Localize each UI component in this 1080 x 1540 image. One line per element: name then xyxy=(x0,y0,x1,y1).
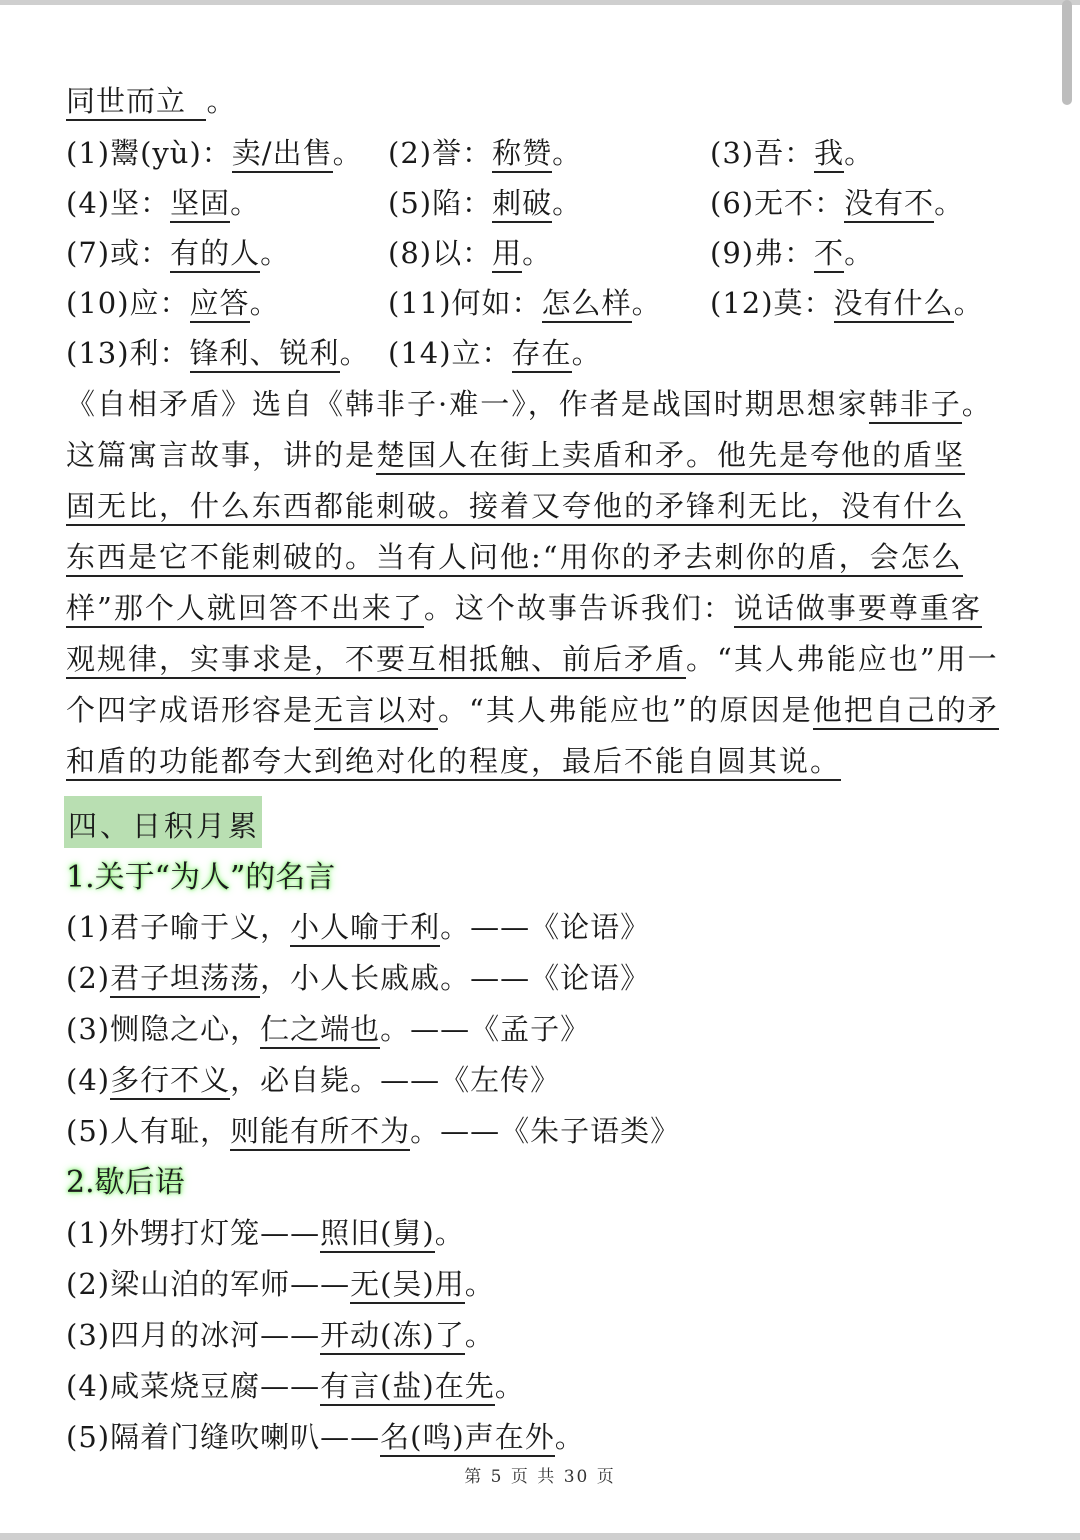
glossary-item: (7)或：有的人。 xyxy=(66,232,290,274)
glossary-item: (3)吾：我。 xyxy=(710,132,874,174)
glossary-meaning: 坚固 xyxy=(170,186,230,223)
glossary-meaning: 我 xyxy=(814,136,844,173)
page-footer: 第 5 页 共 30 页 xyxy=(464,1467,616,1487)
top-edge xyxy=(0,0,1080,5)
underlined-answer: 多行不义 xyxy=(110,1063,230,1100)
underlined-answer: 君子坦荡荡 xyxy=(110,961,260,998)
section-heading: 四、日积月累 xyxy=(68,809,261,843)
bottom-edge xyxy=(0,1533,1080,1540)
quote-item: (3)恻隐之心，仁之端也。——《孟子》 xyxy=(66,1008,590,1050)
glossary-item: (5)陷：刺破。 xyxy=(388,182,582,224)
glossary-item: (13)利：锋利、锐利。 xyxy=(66,332,370,374)
glossary-item: (6)无不：没有不。 xyxy=(710,182,964,224)
glossary-meaning: 没有不 xyxy=(844,186,934,223)
glossary-meaning: 称赞 xyxy=(492,136,552,173)
paragraph-line: 和盾的功能都夸大到绝对化的程度，最后不能自圆其说。 xyxy=(66,740,1016,791)
glossary-item: (8)以：用。 xyxy=(388,232,552,274)
glossary-item: (4)坚：坚固。 xyxy=(66,182,260,224)
xiehouyu-item: (1)外甥打灯笼——照旧(舅)。 xyxy=(66,1212,465,1254)
paragraph-line: 《自相矛盾》选自《韩非子·难一》，作者是战国时期思想家韩非子。 xyxy=(66,383,1016,434)
underlined-answer: 无(吴)用 xyxy=(350,1267,465,1304)
subheading-quotes: 1.关于“为人”的名言 xyxy=(66,860,336,895)
underlined-answer: 则能有所不为 xyxy=(230,1114,410,1151)
paragraph-line: 固无比，什么东西都能刺破。接着又夸他的矛锋利无比，没有什么 xyxy=(66,485,1016,536)
paragraph-line: 样”那个人就回答不出来了。这个故事告诉我们：说话做事要尊重客 xyxy=(66,587,1016,638)
glossary-meaning: 应答 xyxy=(190,286,250,323)
glossary-meaning: 锋利、锐利 xyxy=(190,336,340,373)
xiehouyu-item: (5)隔着门缝吹喇叭——名(鸣)声在外。 xyxy=(66,1416,585,1458)
glossary-item: (14)立：存在。 xyxy=(388,332,602,374)
glossary-item: (1)鬻(yù)：卖/出售。 xyxy=(66,132,363,174)
glossary-meaning: 有的人 xyxy=(170,236,260,273)
glossary-meaning: 卖/出售 xyxy=(232,136,333,173)
paragraph-line: 个四字成语形容是无言以对。“其人弗能应也”的原因是他把自己的矛 xyxy=(66,689,1016,740)
continuation-line: 同世而立 。 xyxy=(66,80,236,122)
glossary-meaning: 没有什么 xyxy=(834,286,954,323)
paragraph-line: 观规律，实事求是，不要互相抵触、前后矛盾。“其人弗能应也”用一 xyxy=(66,638,1016,689)
paragraph-line: 这篇寓言故事，讲的是楚国人在街上卖盾和矛。他先是夸他的盾坚 xyxy=(66,434,1016,485)
underlined-answer: 小人喻于利 xyxy=(290,910,440,947)
glossary-item: (12)莫：没有什么。 xyxy=(710,282,984,324)
xiehouyu-item: (4)咸菜烧豆腐——有言(盐)在先。 xyxy=(66,1365,525,1407)
subheading-xiehouyu: 2.歇后语 xyxy=(66,1165,185,1200)
quote-item: (5)人有耻，则能有所不为。——《朱子语类》 xyxy=(66,1110,680,1152)
scrollbar-thumb[interactable] xyxy=(1062,0,1072,105)
underlined-answer: 同世而立 xyxy=(66,84,186,121)
underlined-answer: 开动(冻)了 xyxy=(320,1318,465,1355)
glossary-meaning: 用 xyxy=(492,236,522,273)
glossary-item: (2)誉：称赞。 xyxy=(388,132,582,174)
glossary-meaning: 刺破 xyxy=(492,186,552,223)
summary-paragraph xyxy=(66,383,1016,791)
glossary-meaning: 怎么样 xyxy=(542,286,632,323)
xiehouyu-item: (2)梁山泊的军师——无(吴)用。 xyxy=(66,1263,495,1305)
underlined-answer: 仁之端也 xyxy=(260,1012,380,1049)
underlined-answer: 有言(盐)在先 xyxy=(320,1369,495,1406)
underlined-answer: 名(鸣)声在外 xyxy=(380,1420,555,1457)
quote-item: (1)君子喻于义，小人喻于利。——《论语》 xyxy=(66,906,650,948)
quote-item: (4)多行不义，必自毙。——《左传》 xyxy=(66,1059,560,1101)
xiehouyu-item: (3)四月的冰河——开动(冻)了。 xyxy=(66,1314,495,1356)
quote-item: (2)君子坦荡荡，小人长戚戚。——《论语》 xyxy=(66,957,650,999)
glossary-item: (10)应：应答。 xyxy=(66,282,280,324)
glossary-item: (9)弗：不。 xyxy=(710,232,874,274)
glossary-item: (11)何如：怎么样。 xyxy=(388,282,662,324)
glossary-meaning: 存在 xyxy=(512,336,572,373)
underlined-answer: 照旧(舅) xyxy=(320,1216,435,1253)
paragraph-line: 东西是它不能刺破的。当有人问他:“用你的矛去刺你的盾，会怎么 xyxy=(66,536,1016,587)
glossary-meaning: 不 xyxy=(814,236,844,273)
